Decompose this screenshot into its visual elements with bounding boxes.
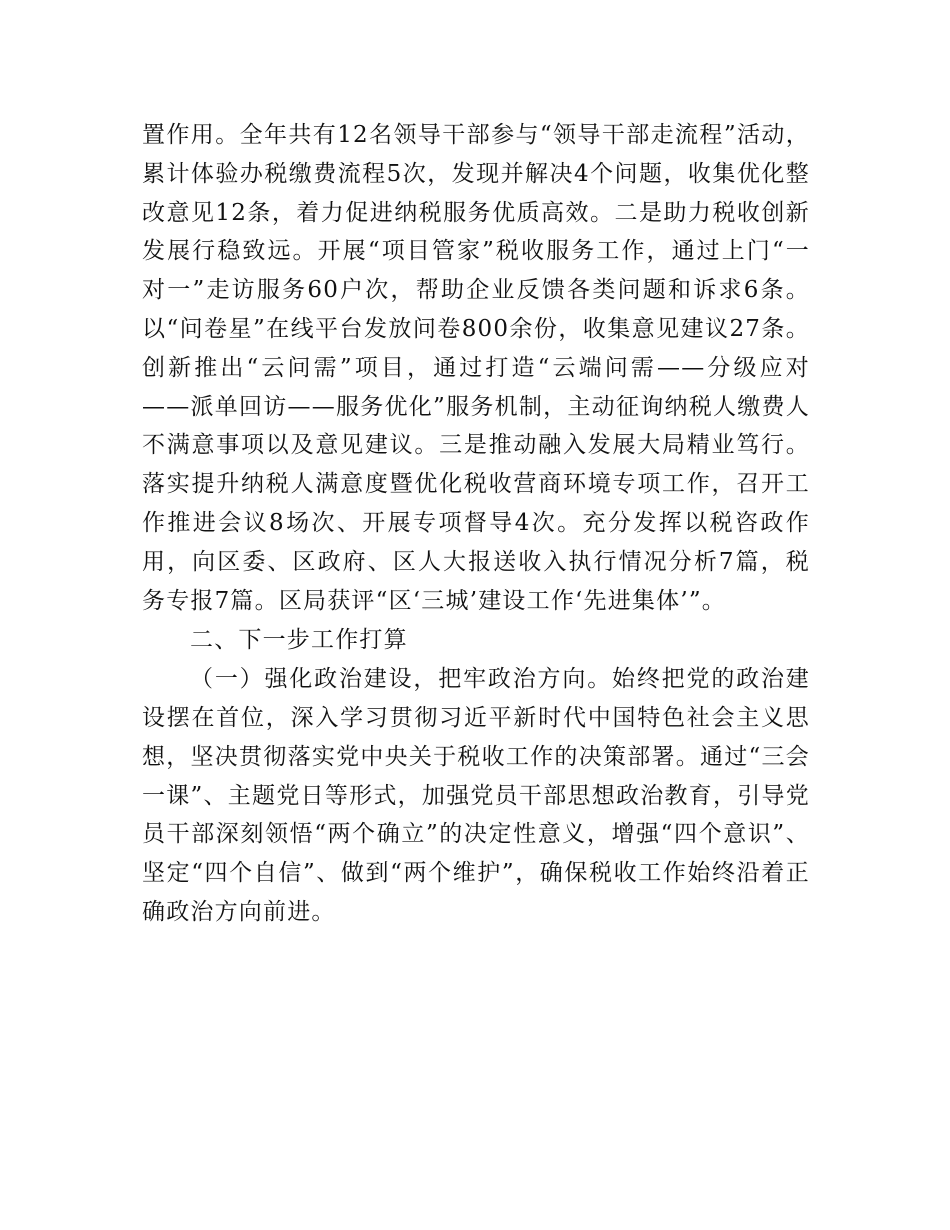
body-paragraph-continued: 置作用。全年共有12名领导干部参与“领导干部走流程”活动，累计体验办税缴费流程5次，发现并解决4个问题，收集优化整改意见12条，着力促进纳税服务优质高效。二是助力税收创新发展行稳致远。开展“项目管家”税收服务工作，通过上门“一对一”走访服务60户次，帮助企业反馈各类问题和诉求6条。以“问卷星”在线平台发放问卷800余份，收集意见建议27条。创新推出“云问需”项目，通过打造“云端问需——分级应对——派单回访——服务优化”服务机制，主动征询纳税人缴费人不满意事项以及意见建议。三是推动融入发展大局精业笃行。落实提升纳税人满意度暨优化税收营商环境专项工作，召开工作推进会议8场次、开展专项督导4次。充分发挥以税咨政作用，向区委、区政府、区人大报送收入执行情况分析7篇，税务专报7篇。区局获评“区‘三城’建设工作‘先进集体’”。 xyxy=(142,122,810,614)
section-heading: 二、下一步工作打算 xyxy=(190,627,408,654)
body-paragraph-section-one: （一）强化政治建设，把牢政治方向。始终把党的政治建设摆在首位，深入学习贯彻习近平新时代中国特色社会主义思想，坚决贯彻落实党中央关于税收工作的决策部署。通过“三会一课”、主题党日等形式，加强党员干部思想政治教育，引导党员干部深刻领悟“两个确立”的决定性意义，增强“四个意识”、坚定“四个自信”、做到“两个维护”，确保税收工作始终沿着正确政治方向前进。 xyxy=(142,666,810,925)
document-body xyxy=(142,116,810,932)
